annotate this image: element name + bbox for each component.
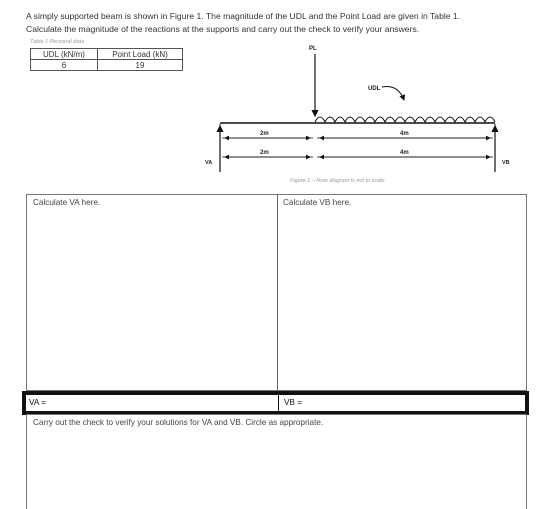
results-divider bbox=[278, 395, 279, 411]
check-instructions: Carry out the check to verify your solutions for VA and VB. Circle as appropriate. bbox=[33, 418, 324, 427]
va-answer-field[interactable] bbox=[56, 395, 271, 411]
beam-diagram bbox=[190, 40, 520, 190]
table-caption: Table 1 Personal data bbox=[30, 39, 85, 45]
vb-label: VB bbox=[502, 160, 510, 166]
vb-result-label: VB = bbox=[284, 398, 302, 407]
table-row bbox=[31, 60, 183, 71]
calculate-vb-label: Calculate VB here. bbox=[283, 198, 352, 207]
table-header-row bbox=[31, 49, 183, 60]
va-result-label: VA = bbox=[29, 398, 46, 407]
instructions bbox=[26, 10, 460, 36]
check-area[interactable] bbox=[26, 414, 527, 509]
udl-loops bbox=[315, 117, 495, 122]
va-working-space[interactable] bbox=[27, 211, 276, 389]
instructions-line-1: A simply supported beam is shown in Figure 1. The magnitude of the UDL and the Point Load are given in Table 1. bbox=[26, 11, 461, 21]
figure-caption: Figure 1 – Note diagram is not to scale. bbox=[290, 178, 386, 184]
vb-answer-field[interactable] bbox=[311, 395, 521, 411]
work-area bbox=[26, 194, 527, 391]
vb-working-space[interactable] bbox=[278, 211, 527, 389]
calculate-va-label: Calculate VA here. bbox=[33, 198, 101, 207]
value-udl: 6 bbox=[31, 60, 98, 71]
value-point-load: 19 bbox=[98, 60, 183, 71]
results-row bbox=[22, 391, 529, 415]
instructions-line-2: Calculate the magnitude of the reactions at the supports and carry out the check to verify your answers. bbox=[26, 24, 420, 34]
dim-right-top-label: 4m bbox=[400, 131, 409, 137]
pl-label: PL bbox=[309, 46, 317, 52]
udl-label: UDL bbox=[368, 86, 381, 92]
header-point-load: Point Load (kN) bbox=[98, 49, 183, 60]
dim-left-bottom-label: 2m bbox=[260, 150, 269, 156]
dim-left-top-label: 2m bbox=[260, 131, 269, 137]
dim-right-bottom-label: 4m bbox=[400, 150, 409, 156]
header-udl: UDL (kN/m) bbox=[31, 49, 98, 60]
personal-data-table bbox=[30, 48, 183, 71]
va-label: VA bbox=[205, 160, 213, 166]
udl-pointer-arrow bbox=[382, 87, 404, 100]
